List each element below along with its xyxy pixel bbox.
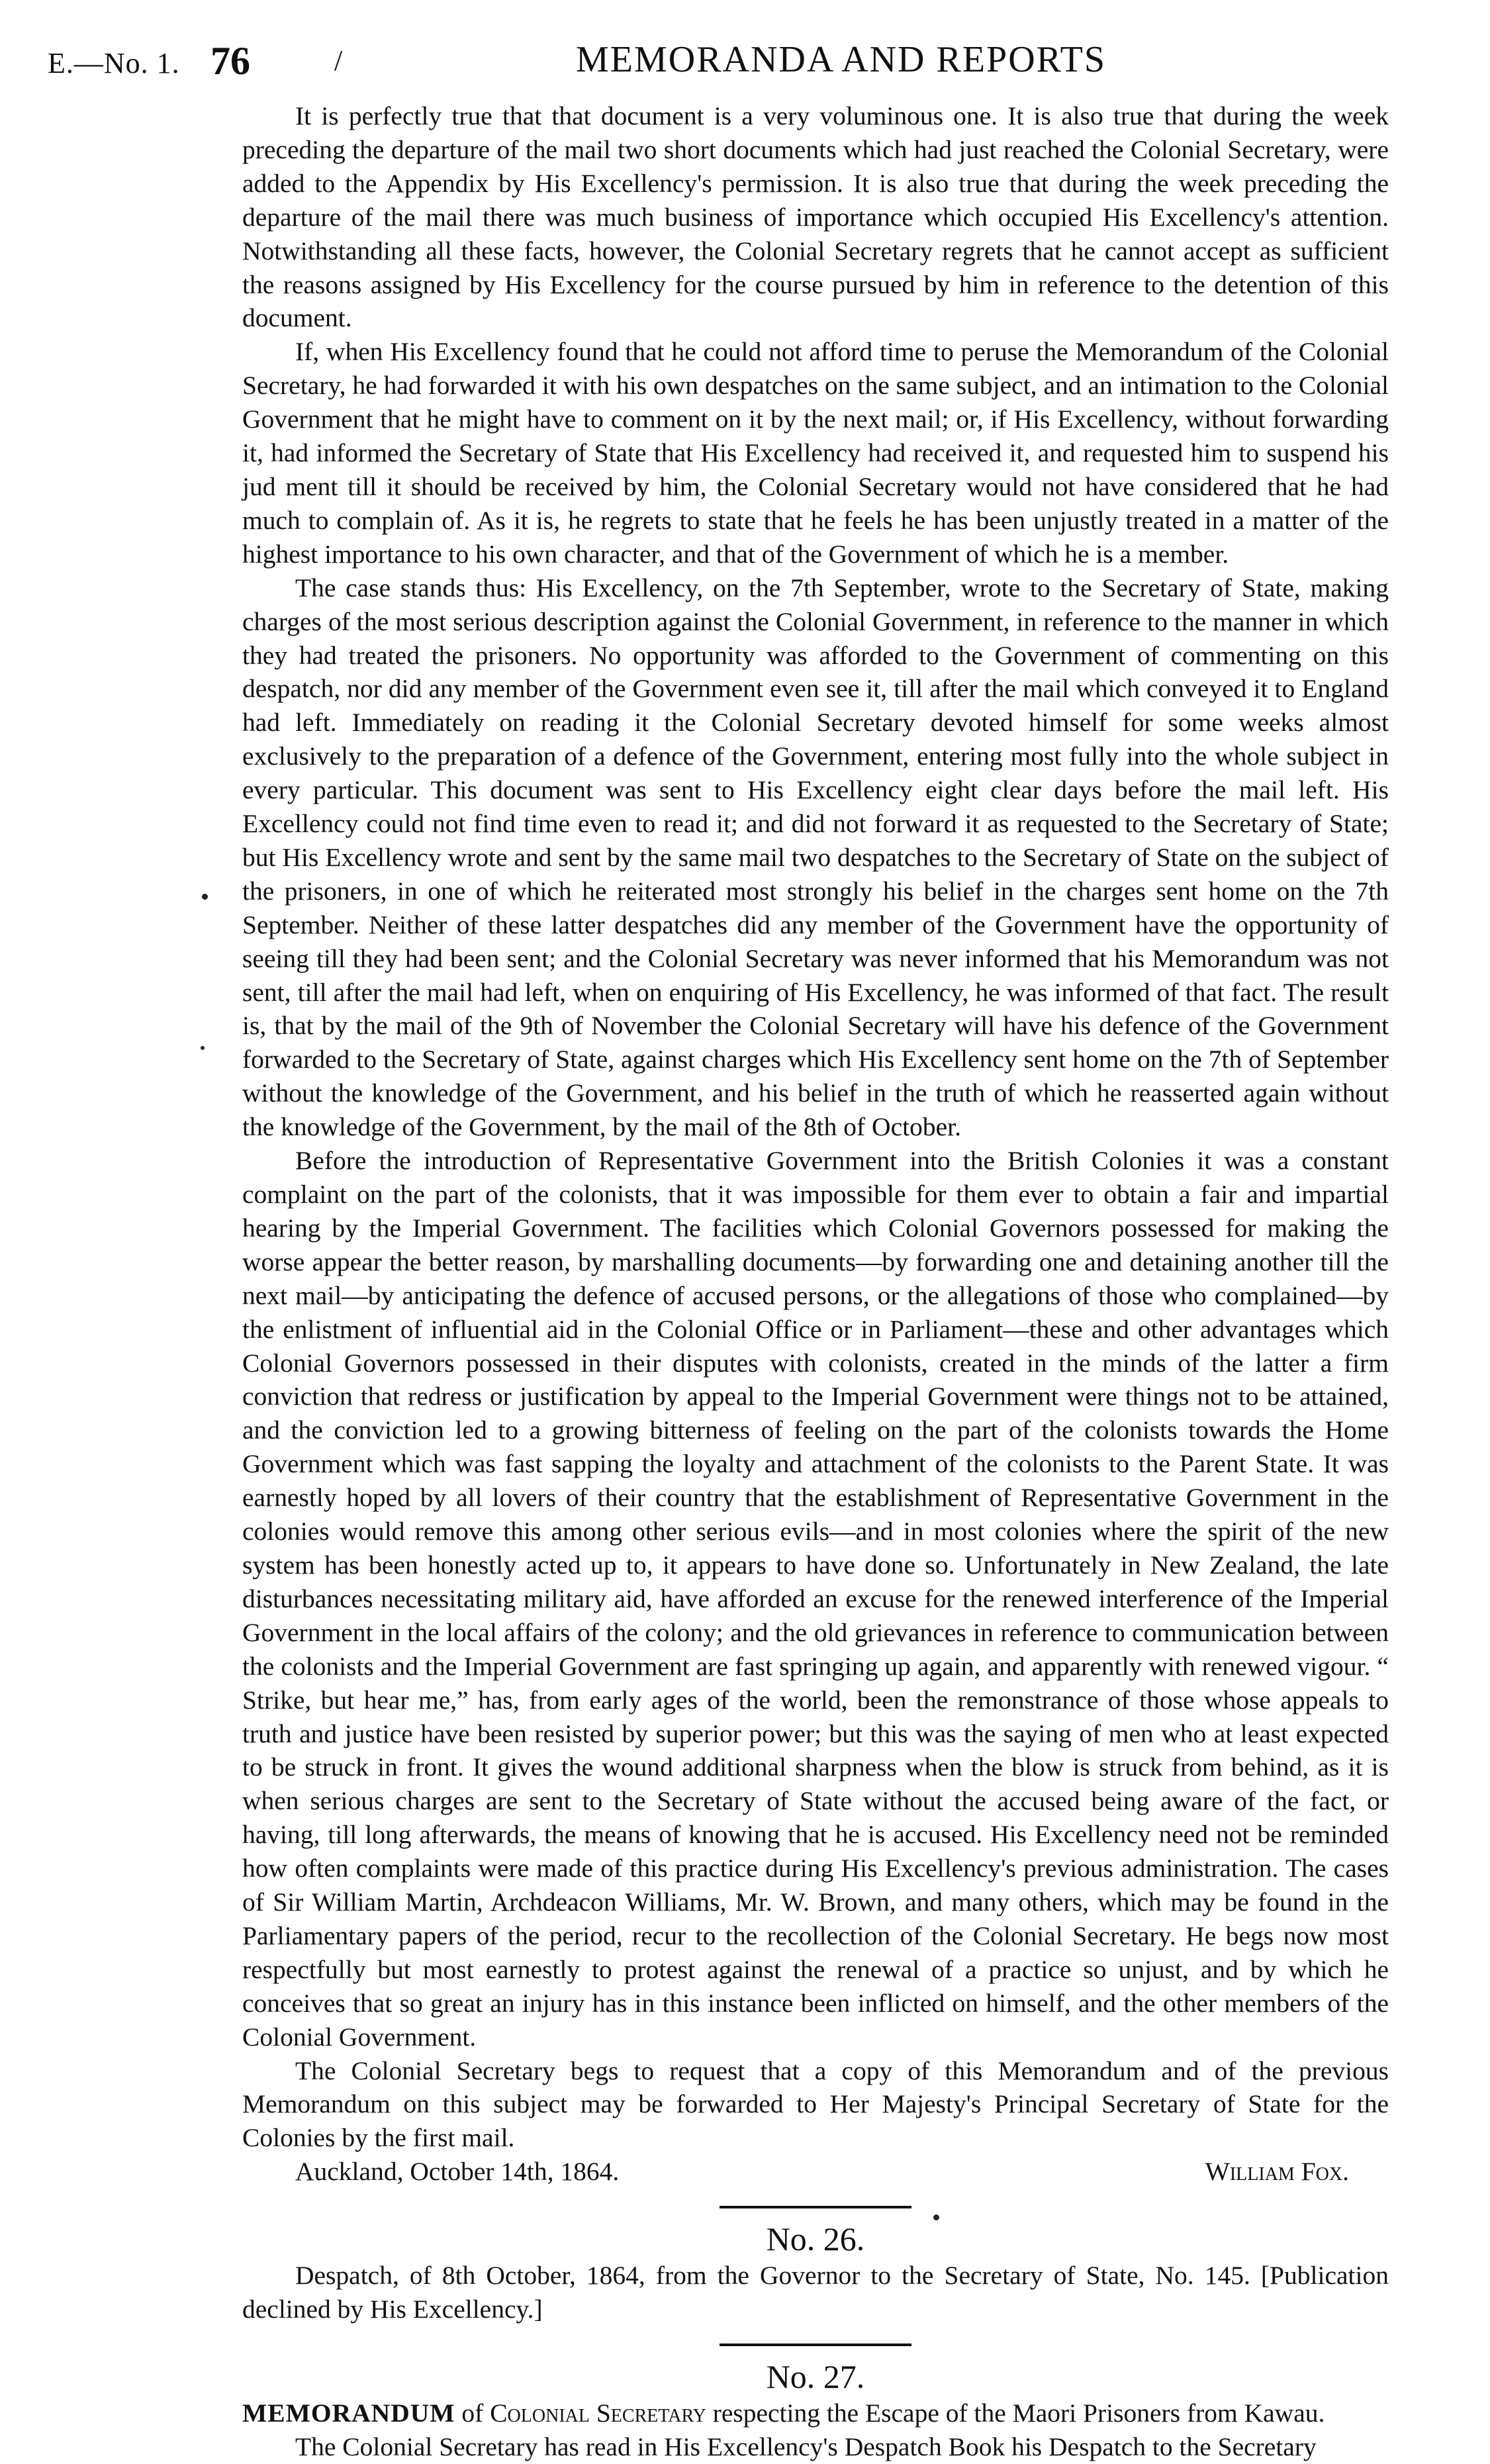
paragraph: The Colonial Secretary begs to request that a copy of this Memorandum and of the previous Memorandum on this subject may be forwarded to Her Majesty's Principal Secretary of State for the Colonies by the first mail. xyxy=(242,2056,1389,2153)
memorandum-label: MEMORANDUM xyxy=(242,2398,455,2428)
section-divider xyxy=(720,2206,911,2208)
memorandum-of: of xyxy=(461,2398,484,2428)
paragraph: Before the introduction of Representative Government into the British Colonies it was a constant complaint on the part of the colonists, that it was impossible for them ever to obtain a fair and impartial hearing by the Imperial Government. The facilities which Colonial Governors possessed for making the worse appear the better reason, by marshalling documents—by forwarding one and detaining another till the next mail—by anticipating the defence of accused persons, or the allegations of those who complained—by the enlistment of influential aid in the Colonial Office or in Parliament—these and other advantages which Colonial Governors possessed in their disputes with colonists, created in the minds of the latter a firm conviction that redress or justification by appeal to the Imperial Government were things not to be attained, and the conviction led to a growing bitterness of feeling on the part of the colonists towards the Home Government which was fast sapping the loyalty and attachment of the colonists to the Parent State. It was earnestly hoped by all lovers of their country that the establishment of Representative Government in the colonies would remove this among other serious evils—and in most colonies where the spirit of the new system has been honestly acted up to, it appears to have done so. Unfortunately in New Zealand, the late disturbances necessitating military aid, have afforded an excuse for the renewed interference of the Imperial Government in the local affairs of the colony; and the old grievances in reference to communication between the colonists and the Imperial Government are fast springing up again, and apparently with renewed vigour. “ Strike, but hear me,” has, from early ages of the world, been the remonstrance of those whose appeals to truth and justice have been resisted by superior power; but this was the saying of men who at least expected to be struck in front. It gives the wound additional sharpness when the blow is struck from behind, as it is when serious charges are sent to the Secretary of State without the accused being aware of the fact, or having, till long afterwards, the means of knowing that he is accused. His Excellency need not be reminded how often complaints were made of this practice during His Excellency's previous administration. The cases of Sir William Martin, Archdeacon Williams, Mr. W. Brown, and many others, which may be found in the Parliamentary papers of the period, recur to the recollection of the Colonial Secretary. He begs now most respectfully but most earnestly to protest against the renewal of a practice so unjust, and by which he conceives that so great an injury has in this instance been inflicted on himself, and the other members of the Colonial Government. xyxy=(242,1146,1389,2052)
running-title: MEMORANDA AND REPORTS xyxy=(576,39,1106,80)
page-speck xyxy=(933,2214,939,2220)
page-number: 76 xyxy=(210,39,250,83)
paragraph: If, when His Excellency found that he could not afford time to peruse the Memorandum of the Colonial Secretary, he had forwarded it with his own despatches on the same subject, and an intimation to the Colonial Government that he might have to comment on it by the next mail; or, if His Excellency, without forwarding it, had informed the Secretary of State that His Excellency had received it, and requested him to suspend his jud ment till it should be received by him, the Colonial Secretary would not have considered that he had much to complain of. As it is, he regrets to state that he feels he has been unjustly treated in a matter of the highest importance to his own character, and that of the Government of which he is a member. xyxy=(242,337,1389,569)
section-divider xyxy=(720,2344,911,2346)
memorandum-title xyxy=(242,2396,1389,2430)
place-date: Auckland, October 14th, 1864. xyxy=(295,2157,620,2187)
document-code: E.—No. 1. xyxy=(48,47,180,79)
paragraph: It is perfectly true that that document is a very voluminous one. It is also true that during the week preceding the departure of the mail two short documents which had just reached the Colonial Secretary, were added to the Appendix by His Excellency's permission. It is also true that during the week preceding the departure of the mail there was much business of importance which occupied His Excellency's attention. Notwithstanding all these facts, however, the Colonial Secretary regrets that he cannot accept as sufficient the reasons assigned by His Excellency for the course pursued by him in reference to the detention of this document. xyxy=(242,101,1389,333)
section-heading-no27: No. 27. xyxy=(766,2358,865,2395)
memorandum-author: Colonial Secretary xyxy=(490,2398,706,2428)
no26-text: Despatch, of 8th October, 1864, from the Governor to the Secretary of State, No. 145. [Publication declined by His Excellency.] xyxy=(242,2261,1389,2324)
memorandum-subject: respecting the Escape of the Maori Prisoners from Kawau. xyxy=(712,2398,1325,2428)
signatory-name: William Fox. xyxy=(1205,2157,1349,2187)
no27-text: The Colonial Secretary has read in His Excellency's Despatch Book his Despatch to the Secretary xyxy=(295,2432,1317,2461)
section-heading-no26: No. 26. xyxy=(766,2220,865,2258)
margin-speck xyxy=(201,1046,205,1050)
margin-speck xyxy=(202,894,208,900)
margin-mark: / xyxy=(334,44,343,77)
signature-line xyxy=(242,2155,1389,2189)
page-header xyxy=(0,32,1490,98)
body-text xyxy=(242,99,1389,2464)
paragraph: The case stands thus: His Excellency, on the 7th September, wrote to the Secretary of State, making charges of the most serious description against the Colonial Government, in reference to the manner in which they had treated the prisoners. No opportunity was afforded to the Government of commenting on this despatch, nor did any member of the Government even see it, till after the mail which conveyed it to England had left. Immediately on reading it the Colonial Secretary devoted himself for some weeks almost exclusively to the preparation of a defence of the Government, entering most fully into the whole subject in every particular. This document was sent to His Excellency eight clear days before the mail left. His Excellency could not find time even to read it; and did not forward it as requested to the Secretary of State; but His Excellency wrote and sent by the same mail two despatches to the Secretary of State on the subject of the prisoners, in one of which he reiterated most strongly his belief in the charges sent home on the 7th September. Neither of these latter despatches did any member of the Government have the opportunity of seeing till they had been sent; and the Colonial Secretary was never informed that his Memorandum was not sent, till after the mail had left, when on enquiring of His Excellency, he was informed of that fact. The result is, that by the mail of the 9th of November the Colonial Secretary will have his defence of the Government forwarded to the Secretary of State, against charges which His Excellency sent home on the 7th of September without the knowledge of the Government, and his belief in the truth of which he reasserted again without the knowledge of the Government, by the mail of the 8th of October. xyxy=(242,573,1389,1142)
